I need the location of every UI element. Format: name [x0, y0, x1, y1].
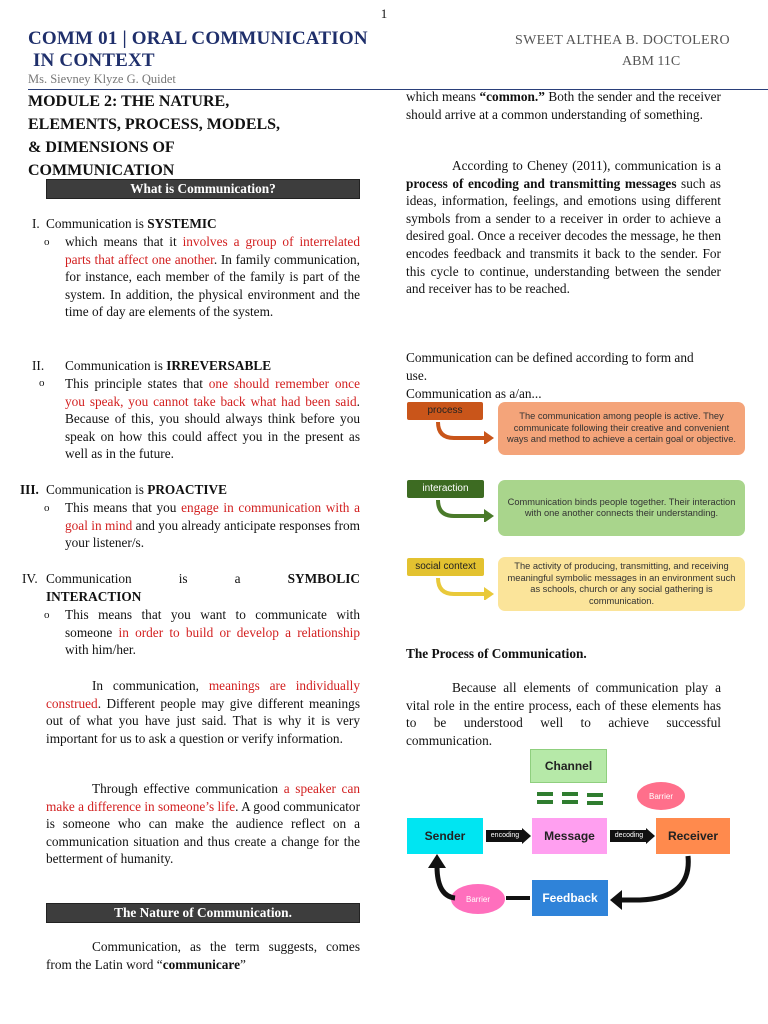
- barrier-cloud-icon: Barrier: [451, 884, 505, 914]
- process-paragraph: Because all elements of communication play a vital role in the entire process, each of these elements has to be understood well to achieve successful communication.: [406, 680, 721, 748]
- text: which means that it: [65, 234, 183, 249]
- keyword: “common.”: [479, 89, 545, 104]
- text: and you already anticipate responses from your listener/s.: [65, 517, 361, 551]
- section-bar-what-is-communication: What is Communication?: [46, 179, 360, 199]
- text: . Because of this, you should always think before you speak on how this could affect you in the present as well as in the future.: [65, 393, 360, 462]
- text: According to Cheney (2011), communication is a: [452, 158, 721, 173]
- paragraph-latin-origin: [46, 938, 360, 973]
- arrow-right-icon: [646, 828, 656, 844]
- text: ”: [240, 956, 246, 972]
- encoding-label: encoding: [486, 830, 524, 842]
- paragraph-effective-communication: [46, 780, 360, 868]
- form-tag-process: process: [407, 402, 483, 420]
- text: Both the sender and the receiver should arrive at a common understanding of something.: [406, 89, 721, 122]
- arrow-right-icon: [522, 828, 532, 844]
- principle-lead: Communication is: [46, 216, 148, 231]
- highlight-text: one should remember once you speak, you cannot take back what had been said: [65, 376, 360, 409]
- text: which means: [406, 89, 480, 104]
- process-heading: The Process of Communication.: [406, 646, 587, 661]
- page-number: 1: [380, 6, 388, 21]
- course-title: [28, 28, 368, 72]
- highlight-text: involves a group of interrelated parts that affect one another: [65, 234, 360, 267]
- text: . Different people may give different meanings out of what you have just said. That is why it is very important for us to ask a question or verify information.: [46, 695, 360, 746]
- arrow-icon: [434, 576, 496, 600]
- paragraph-cheney-definition: [406, 157, 721, 298]
- principle-lead: Communication is: [65, 358, 167, 373]
- keyword: communicare: [162, 956, 240, 972]
- bullet-icon: o: [44, 609, 50, 621]
- channel-bar: [562, 800, 578, 804]
- principle-body: [65, 233, 360, 321]
- module-title-line: MODULE 2: THE NATURE,: [28, 93, 230, 110]
- teacher-name: Ms. Sievney Klyze G. Quidet: [28, 72, 176, 86]
- bullet-icon: o: [39, 377, 45, 389]
- text: . A good communicator is someone who can make the audience reflect on a communication situation and thus create a change for the betterment of humanity.: [46, 798, 361, 867]
- principle-key: SYMBOLIC INTERACTION: [46, 571, 360, 604]
- form-box-social-context: The activity of producing, transmitting, and receiving meaningful symbolic messages in an environment such as schools, church or any social gathering is communication.: [498, 557, 745, 611]
- principle-heading: [46, 481, 360, 499]
- principle-heading: [46, 215, 360, 233]
- principle-number: IV.: [22, 571, 38, 586]
- receiver-node: Receiver: [656, 818, 730, 854]
- feedback-node: Feedback: [532, 880, 608, 916]
- principle-heading: [65, 357, 360, 375]
- form-box-process: The communication among people is active. They communicate following their creative and convenient ways and method to achieve a certain goal or objective.: [498, 402, 745, 455]
- author-name: SWEET ALTHEA B. DOCTOLERO: [515, 33, 730, 48]
- message-node: Message: [532, 818, 607, 854]
- channel-bar: [587, 793, 603, 797]
- arrow-icon: [434, 498, 496, 522]
- principle-lead: Communication is a: [46, 571, 288, 586]
- principle-key: PROACTIVE: [147, 482, 227, 497]
- arrow-icon: [434, 420, 496, 444]
- curved-arrow-icon: [600, 854, 700, 914]
- channel-bar: [537, 800, 553, 804]
- barrier-cloud-icon: Barrier: [637, 782, 685, 810]
- class-name: ABM 11C: [622, 54, 681, 69]
- text: This principle states that: [65, 376, 209, 391]
- form-tag-social-context: social context: [407, 558, 484, 576]
- form-tag-interaction: interaction: [407, 480, 484, 498]
- principle-lead: Communication is: [46, 482, 148, 497]
- paragraph-meanings: [46, 677, 360, 747]
- definition-intro-2: Communication as a/an...: [406, 386, 542, 401]
- principle-key: SYSTEMIC: [147, 216, 217, 231]
- channel-bar: [537, 792, 553, 796]
- text: This means that you want to communicate with someone: [65, 607, 360, 640]
- highlight-text: a speaker can make a difference in someone’s life: [46, 781, 360, 814]
- principle-body: [65, 606, 360, 659]
- module-title-line: ELEMENTS, PROCESS, MODELS,: [28, 116, 281, 133]
- highlight-text: engage in communication with a goal in mind: [65, 500, 360, 533]
- text: Through effective communication: [92, 781, 284, 796]
- principle-body: [65, 499, 360, 552]
- principle-heading: [46, 570, 360, 605]
- curved-arrow-up-icon: [425, 852, 459, 912]
- channel-bar: [587, 801, 603, 805]
- definition-intro: Communication can be defined according to form and use.: [406, 350, 694, 383]
- highlight-text: meanings are individually construed: [46, 678, 360, 711]
- highlight-text: in order to build or develop a relationship: [118, 624, 360, 640]
- module-title: [28, 90, 358, 182]
- channel-node: Channel: [530, 749, 607, 783]
- text: with him/her.: [65, 642, 136, 658]
- principle-number: II.: [32, 358, 45, 373]
- form-box-interaction: Communication binds people together. Their interaction with one another connects their understanding.: [498, 480, 745, 536]
- text: In communication,: [92, 678, 209, 693]
- principle-number: III.: [20, 482, 39, 497]
- principle-key: IRREVERSABLE: [166, 358, 272, 373]
- course-title-line2: IN CONTEXT: [28, 50, 155, 71]
- channel-bar: [562, 792, 578, 796]
- keyword: process of encoding and transmitting messages: [406, 175, 677, 191]
- bullet-icon: o: [44, 236, 50, 248]
- line-icon: [506, 890, 530, 906]
- text: . In family communication, for instance, each member of the family is part of the system. In addition, the physical environment and the time of day are elements of the system.: [65, 251, 360, 320]
- section-bar-nature-of-communication: The Nature of Communication.: [46, 903, 360, 923]
- bullet-icon: o: [44, 502, 50, 514]
- sender-node: Sender: [407, 818, 483, 854]
- paragraph-common: [406, 88, 721, 123]
- text: Communication, as the term suggests, comes from the Latin word “: [46, 939, 360, 972]
- course-title-line1: COMM 01 | ORAL COMMUNICATION: [28, 28, 368, 49]
- decoding-label: decoding: [610, 830, 648, 842]
- principle-body: [65, 375, 360, 463]
- principle-number: I.: [32, 216, 40, 231]
- text: such as ideas, information, feelings, and emotions using different symbols from a sender to a receiver in order to achieve a desired goal. Once a receiver decodes the message, he then encodes feedback and transmits it back to the sender. For this cycle to continue, understanding between the sender and receiver has to be reached.: [406, 175, 721, 297]
- module-title-line: COMMUNICATION: [28, 162, 175, 179]
- text: This means that you: [65, 500, 182, 515]
- module-title-line: & DIMENSIONS OF: [28, 139, 175, 156]
